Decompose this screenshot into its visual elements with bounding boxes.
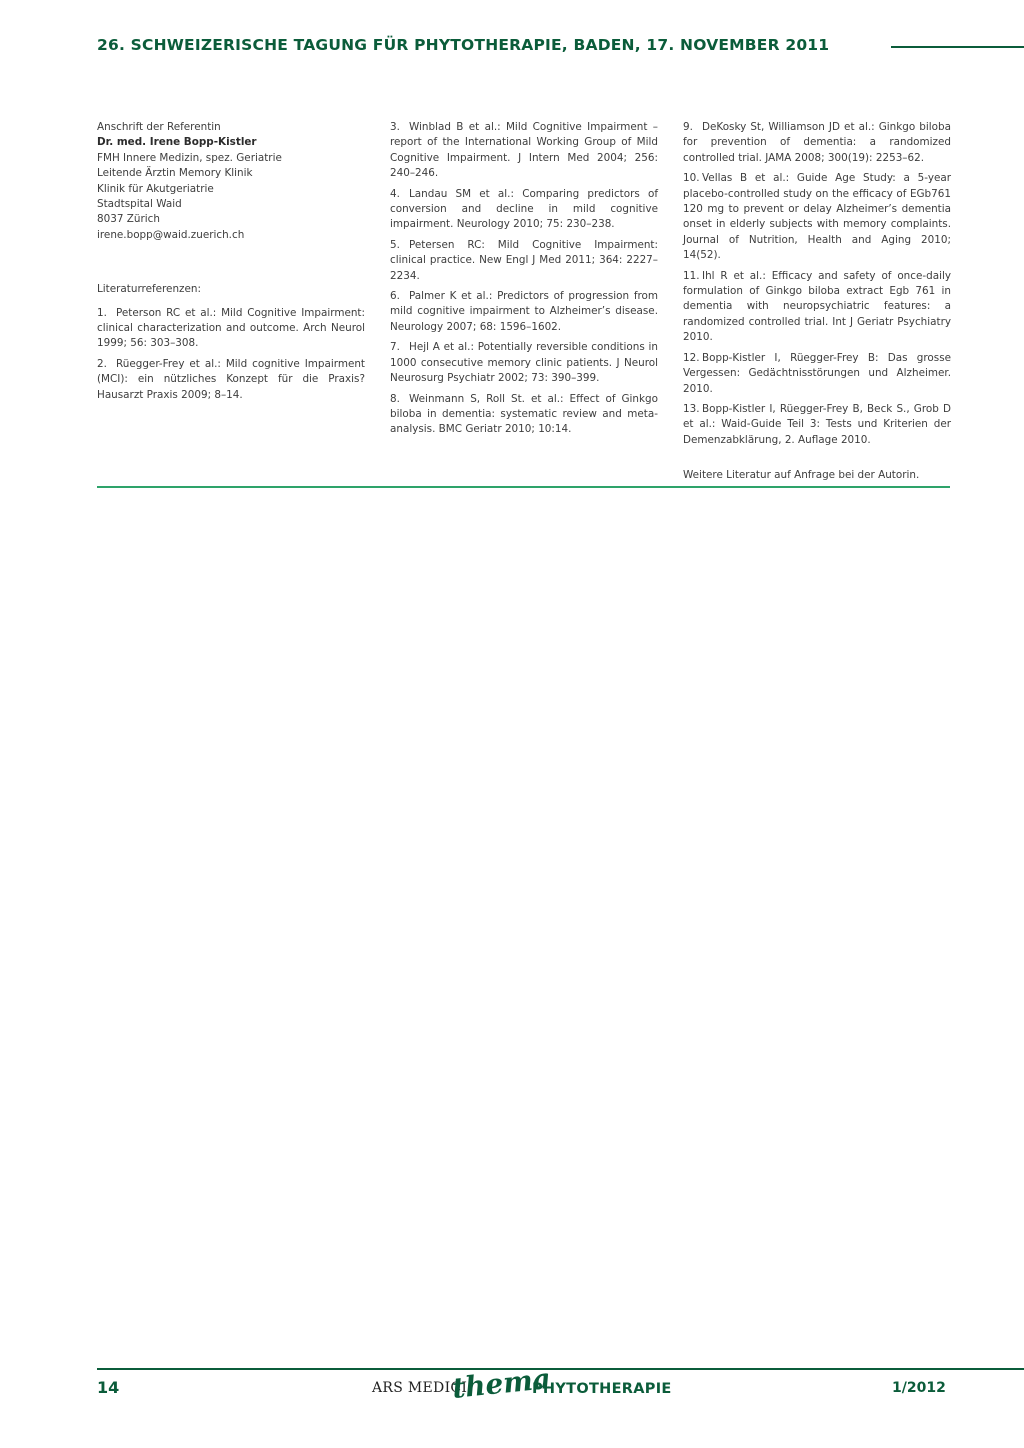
author-email-link[interactable]: irene.bopp@waid.zuerich.ch xyxy=(97,228,245,241)
column-2 xyxy=(390,120,658,443)
reference-item: 5. Petersen RC: Mild Cognitive Impairment: clinical practice. New Engl J Med 2011; 364: 2227–2234. xyxy=(390,238,658,282)
reference-item: 2. Rüegger-Frey et al.: Mild cognitive Impairment (MCI): ein nützliches Konzept für die Praxis? Hausarzt Praxis 2009; 8–14. xyxy=(97,357,365,401)
section-title: PHYTOTHERAPIE xyxy=(532,1381,672,1397)
address-line: Klinik für Akutgeriatrie xyxy=(97,182,214,195)
author-address xyxy=(97,120,365,243)
footer-rule xyxy=(97,1368,1024,1370)
literature-heading: Literaturreferenzen: xyxy=(97,283,201,296)
column-1 xyxy=(97,120,365,408)
reference-item: 11. Ihl R et al.: Efficacy and safety of once-daily formulation of Ginkgo biloba extract Egb 761 in dementia with neuropsychiatric features: a randomized controlled trial. Int J Geriatr Psychiatry 2010. xyxy=(683,269,951,344)
literature-note: Weitere Literatur auf Anfrage bei der Autorin. xyxy=(683,469,920,482)
address-line: Stadtspital Waid xyxy=(97,198,182,211)
reference-item: 8. Weinmann S, Roll St. et al.: Effect of Ginkgo biloba in dementia: systematic review and meta-analysis. BMC Geriatr 2010; 10:14. xyxy=(390,392,658,436)
content-end-rule xyxy=(97,486,950,488)
page-header-title: 26. SCHWEIZERISCHE TAGUNG FÜR PHYTOTHERAPIE, BADEN, 17. NOVEMBER 2011 xyxy=(97,36,830,54)
address-line: Leitende Ärztin Memory Klinik xyxy=(97,167,253,180)
reference-item: 10. Vellas B et al.: Guide Age Study: a 5-year placebo-controlled study on the efficacy of EGb761 120 mg to prevent or delay Alzheimer’s dementia onset in elderly subjects with memory complaints. Journal of Nutrition, Health and Aging 2010; 14(52). xyxy=(683,172,951,262)
reference-item: 4. Landau SM et al.: Comparing predictors of conversion and decline in mild cognitive impairment. Neurology 2010; 75: 230–238. xyxy=(390,187,658,231)
reference-item: 9. DeKosky St, Williamson JD et al.: Ginkgo biloba for prevention of dementia: a randomized controlled trial. JAMA 2008; 300(19): 2253–62. xyxy=(683,121,951,164)
column-3 xyxy=(683,120,951,494)
reference-item: 7. Hejl A et al.: Potentially reversible conditions in 1000 consecutive memory clinic patients. J Neurol Neurosurg Psychiatr 2002; 73: 390–399. xyxy=(390,341,658,385)
reference-item: 1. Peterson RC et al.: Mild Cognitive Impairment: clinical characterization and outcome. Arch Neurol 1999; 56: 303–308. xyxy=(97,306,365,350)
address-line: 8037 Zürich xyxy=(97,213,160,226)
author-name: Dr. med. Irene Bopp-Kistler xyxy=(97,136,257,149)
header-rule xyxy=(891,46,1024,48)
logo-ars-medici: ARS MEDICI xyxy=(372,1380,468,1396)
address-label: Anschrift der Referentin xyxy=(97,121,221,133)
reference-item: 6. Palmer K et al.: Predictors of progression from mild cognitive impairment to Alzheimer’s disease. Neurology 2007; 68: 1596–1602. xyxy=(390,290,658,333)
page-number: 14 xyxy=(97,1378,120,1397)
address-line: FMH Innere Medizin, spez. Geriatrie xyxy=(97,151,282,164)
reference-item: 13. Bopp-Kistler I, Rüegger-Frey B, Beck S., Grob D et al.: Waid-Guide Teil 3: Tests und Kriterien der Demenzabklärung, 2. Auflage 2010. xyxy=(683,402,951,446)
issue-number: 1/2012 xyxy=(892,1380,946,1396)
reference-item: 12. Bopp-Kistler I, Rüegger-Frey B: Das grosse Vergessen: Gedächtnisstörungen und Alzheimer. 2010. xyxy=(683,351,951,395)
logo-thema: thema xyxy=(450,1361,553,1405)
reference-item: 3. Winblad B et al.: Mild Cognitive Impairment – report of the International Working Group of Mild Cognitive Impairment. J Intern Med 2004; 256: 240–246. xyxy=(390,121,658,180)
